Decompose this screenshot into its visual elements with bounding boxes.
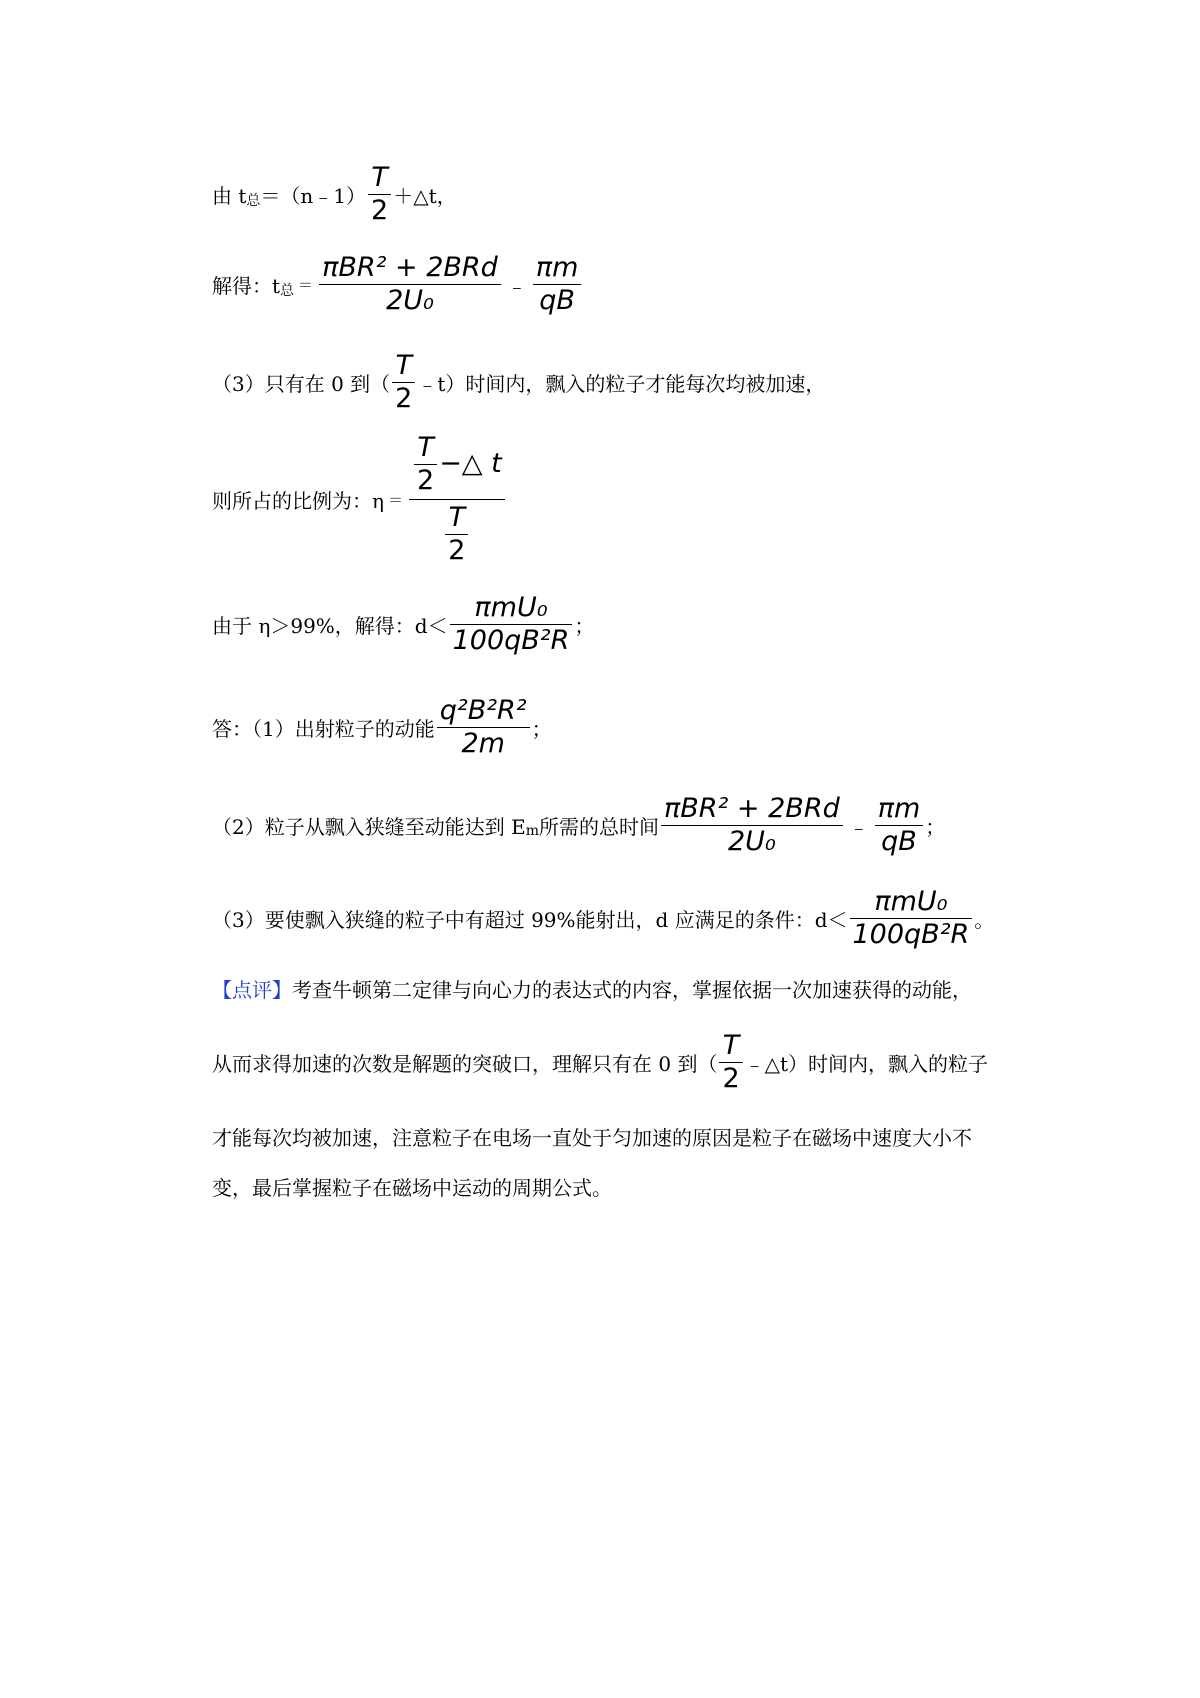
line-d-condition xyxy=(212,592,594,657)
review-line-2 xyxy=(212,1030,988,1095)
text: 由于 η＞99%，解得：d＜ xyxy=(212,613,448,638)
line-ratio-eta xyxy=(212,432,507,566)
text: ﹣△t）时间内，飘入的粒子 xyxy=(744,1051,989,1076)
text: 由 t xyxy=(212,183,247,208)
fraction-pim-over-qb xyxy=(875,793,924,858)
answer-2 xyxy=(212,793,945,858)
text: ； xyxy=(925,814,946,839)
text: 变，最后掌握粒子在磁场中运动的周期公式。 xyxy=(212,1176,612,1200)
text: 答：（1）出射粒子的动能 xyxy=(212,716,435,741)
numerator: T xyxy=(395,350,413,381)
denominator: 100qB²R xyxy=(452,624,570,656)
numerator: πm xyxy=(877,793,921,824)
denominator: 2 xyxy=(448,534,466,566)
fraction-t-over-2 xyxy=(719,1030,742,1095)
text: ＝（n﹣1） xyxy=(260,183,367,208)
line-total-time-formula xyxy=(212,162,457,227)
review-line-1 xyxy=(212,966,1032,1014)
fraction-kinetic-energy xyxy=(437,695,530,760)
denominator: 2 xyxy=(371,194,389,226)
minus-sign: ﹣ xyxy=(848,814,869,839)
numerator: T xyxy=(417,432,434,463)
fraction-t-over-2 xyxy=(414,432,437,497)
fraction-main xyxy=(661,793,843,858)
numerator: q²B²R² xyxy=(439,695,527,726)
numerator: πmU₀ xyxy=(474,592,548,623)
compound-denominator xyxy=(440,502,473,567)
numerator: T xyxy=(722,1030,740,1061)
line-total-time-solution xyxy=(212,252,583,317)
fraction-bar xyxy=(409,499,505,500)
fraction-t-over-2 xyxy=(392,350,415,415)
denominator: 2U₀ xyxy=(727,825,776,857)
text: 考查牛顿第二定律与向心力的表达式的内容，掌握依据一次加速获得的动能， xyxy=(292,978,972,1002)
numerator: πm xyxy=(535,252,579,283)
text: 解得：t xyxy=(212,273,281,298)
denominator: 2 xyxy=(395,382,413,414)
denominator: 2 xyxy=(722,1062,740,1094)
text: （3）只有在 0 到（ xyxy=(212,371,391,396)
review-line-3 xyxy=(212,1114,1032,1162)
denominator: qB xyxy=(881,825,917,857)
text: 所需的总时间 xyxy=(538,814,659,839)
text: ； xyxy=(531,716,552,741)
minus-sign: ﹣ xyxy=(506,273,527,298)
text: （3）要使飘入狭缝的粒子中有超过 99%能射出，d 应满足的条件：d＜ xyxy=(212,907,848,932)
numerator: T xyxy=(448,501,466,533)
subscript: m xyxy=(525,823,539,840)
denominator: 2 xyxy=(417,464,435,496)
fraction-t-over-2 xyxy=(368,162,391,227)
text: 才能每次均被加速，注意粒子在电场一直处于匀加速的原因是粒子在磁场中速度大小不 xyxy=(212,1126,972,1150)
fraction-main xyxy=(319,252,501,317)
denominator: qB xyxy=(539,284,575,316)
numerator: πBR² + 2BRd xyxy=(322,252,498,283)
denominator: 100qB²R xyxy=(852,918,970,950)
text: ； xyxy=(574,613,595,638)
answer-1 xyxy=(212,695,552,760)
subscript: 总 xyxy=(280,283,295,300)
compound-numerator xyxy=(409,432,505,497)
denominator: 2m xyxy=(461,727,505,759)
fraction-d-bound xyxy=(850,886,973,951)
review-label: 【点评】 xyxy=(212,978,292,1002)
line-acceleration-window xyxy=(212,350,825,415)
equals-sign: ＝ xyxy=(387,490,403,509)
fraction-pim-over-qb xyxy=(533,252,582,317)
text: ﹣t）时间内，飘入的粒子才能每次均被加速， xyxy=(417,371,826,396)
denominator: 2U₀ xyxy=(386,284,434,316)
numerator: πmU₀ xyxy=(874,886,948,917)
review-line-4 xyxy=(212,1164,1032,1212)
numerator: T xyxy=(371,162,388,193)
text: ＋△t， xyxy=(393,183,457,208)
text: （2）粒子从飘入狭缝至动能达到 E xyxy=(212,814,526,839)
text: 。 xyxy=(974,907,995,932)
compound-fraction xyxy=(409,432,505,566)
equals-sign: ＝ xyxy=(298,275,314,294)
minus-delta-t: −△ t xyxy=(439,448,502,480)
text: 从而求得加速的次数是解题的突破口，理解只有在 0 到（ xyxy=(212,1051,718,1076)
numerator: πBR² + 2BRd xyxy=(663,793,840,824)
fraction-d-bound xyxy=(450,592,573,657)
text: 则所占的比例为：η xyxy=(212,488,384,513)
subscript: 总 xyxy=(246,193,261,210)
answer-3 xyxy=(212,886,994,951)
fraction-t-over-2 xyxy=(445,502,468,567)
